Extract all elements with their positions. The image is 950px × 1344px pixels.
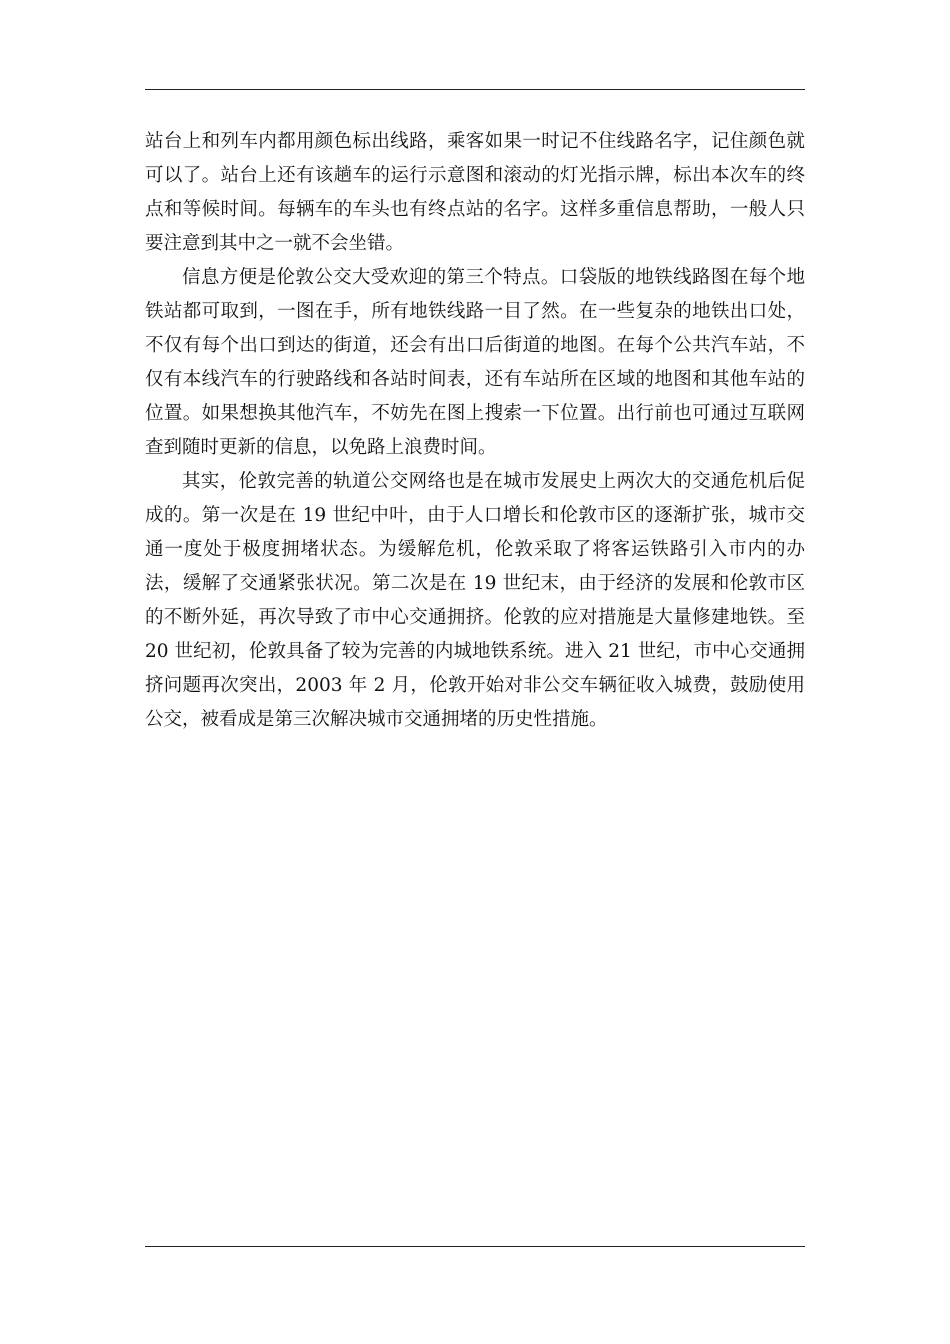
paragraph-information: 信息方便是伦敦公交大受欢迎的第三个特点。口袋版的地铁线路图在每个地铁站都可取到，一图在手，所有地铁线路一目了然。在一些复杂的地铁出口处，不仅有每个出口到达的街道，还会有出口后街道的地图。在每个公共汽车站，不仅有本线汽车的行驶路线和各站时间表，还有车站所在区域的地图和其他车站的位置。如果想换其他汽车，不妨先在图上搜索一下位置。出行前也可通过互联网查到随时更新的信息，以免路上浪费时间。 [145, 267, 805, 458]
footer-rule [145, 1246, 805, 1247]
paragraph-history: 其实，伦敦完善的轨道公交网络也是在城市发展史上两次大的交通危机后促成的。第一次是在 19 世纪中叶，由于人口增长和伦敦市区的逐渐扩张，城市交通一度处于极度拥堵状态。为缓解危机，伦敦采取了将客运铁路引入市内的办法，缓解了交通紧张状况。第二次是在 19 世纪末，由于经济的发展和伦敦市区的不断外延，再次导致了市中心交通拥挤。伦敦的应对措施是大量修建地铁。至 20 世纪初，伦敦具备了较为完善的内城地铁系统。进入 21 世纪，市中心交通拥挤问题再次突出，2003 年 2 月，伦敦开始对非公交车辆征收入城费，鼓励使用公交，被看成是第三次解决城市交通拥堵的历史性措施。 [145, 471, 805, 730]
page-body [145, 125, 805, 737]
header-rule [145, 89, 805, 90]
paragraph-continued: 站台上和列车内都用颜色标出线路，乘客如果一时记不住线路名字，记住颜色就可以了。站台上还有该趟车的运行示意图和滚动的灯光指示牌，标出本次车的终点和等候时间。每辆车的车头也有终点站的名字。这样多重信息帮助，一般人只要注意到其中之一就不会坐错。 [145, 131, 805, 254]
